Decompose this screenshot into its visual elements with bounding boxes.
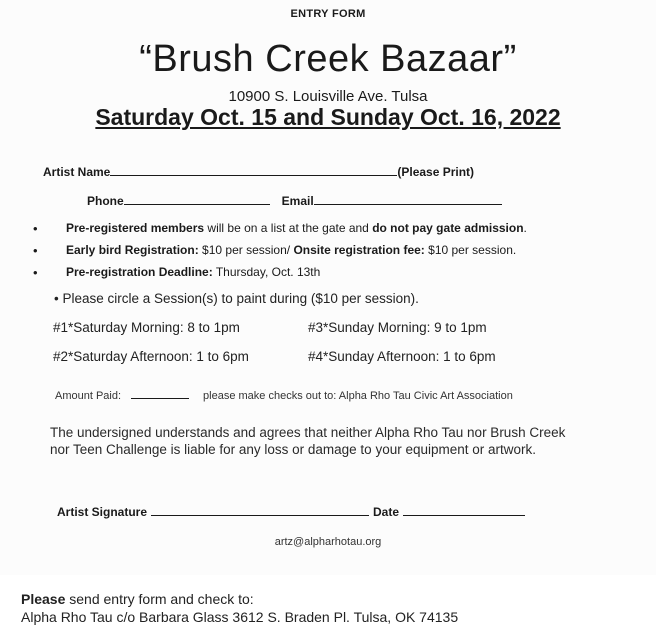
session-2[interactable]: #2*Saturday Afternoon: 1 to 6pm (53, 349, 249, 364)
onsite-text: $10 per session. (424, 243, 517, 257)
footer-instruction: send entry form and check to: (65, 591, 254, 607)
waiver-paragraph: The undersigned understands and agrees that neither Alpha Rho Tau nor Brush Creek nor Teen Challenge is liable for any loss or damage to your equipment or artwork. (50, 425, 566, 457)
deadline-bold-text: Pre-registration Deadline: (66, 265, 213, 279)
list-item (66, 221, 527, 235)
member-period: . (523, 221, 527, 235)
form-heading: ENTRY FORM (290, 8, 366, 20)
member-bold-text: Pre-registered members (66, 221, 205, 235)
event-address: 10900 S. Louisville Ave. Tulsa (228, 88, 428, 105)
checks-note: please make checks out to: Alpha Rho Tau Civic Art Association (203, 390, 513, 402)
early-bird-text: $10 per session/ (198, 243, 294, 257)
phone-email-row (87, 192, 502, 210)
signature-label: Artist Signature (57, 505, 148, 519)
admission-bold-text: do not pay gate admission (372, 221, 524, 235)
artist-name-row (43, 163, 474, 181)
list-item (66, 243, 516, 257)
early-bird-bold-text: Early bird Registration: (66, 243, 199, 257)
signature-field[interactable] (151, 504, 369, 516)
signature-row (57, 503, 525, 521)
event-dates: Saturday Oct. 15 and Sunday Oct. 16, 2022 (95, 104, 561, 130)
member-text: will be on a list at the gate and (204, 221, 373, 235)
phone-label: Phone (87, 194, 124, 208)
bullet-dot: • (33, 243, 38, 258)
deadline-text: Thursday, Oct. 13th (212, 265, 321, 279)
footer-line-1 (21, 591, 254, 607)
session-1[interactable]: #1*Saturday Morning: 8 to 1pm (53, 320, 240, 335)
amount-paid-label: Amount Paid: (55, 390, 122, 402)
contact-email: artz@alpharhotau.org (274, 536, 382, 548)
footer-mailing-address: Alpha Rho Tau c/o Barbara Glass 3612 S. Braden Pl. Tulsa, OK 74135 (21, 609, 459, 625)
phone-field[interactable] (124, 193, 270, 205)
email-field[interactable] (314, 193, 502, 205)
session-4[interactable]: #4*Sunday Afternoon: 1 to 6pm (308, 349, 496, 364)
list-item (66, 265, 320, 279)
session-3[interactable]: #3*Sunday Morning: 9 to 1pm (308, 320, 487, 335)
date-label: Date (373, 505, 400, 519)
session-instruction: • Please circle a Session(s) to paint during ($10 per session). (54, 291, 419, 306)
amount-paid-field[interactable] (131, 387, 189, 399)
bullet-dot: • (33, 221, 38, 236)
email-label: Email (281, 194, 314, 208)
onsite-bold-text: Onsite registration fee: (293, 243, 425, 257)
artist-name-label: Artist Name (43, 165, 111, 179)
bullet-dot: • (33, 265, 38, 280)
date-field[interactable] (403, 504, 525, 516)
artist-name-field[interactable] (110, 164, 397, 176)
event-title: “Brush Creek Bazaar” (139, 38, 517, 80)
print-note: (Please Print) (397, 165, 475, 179)
amount-paid-row (55, 387, 513, 402)
footer-please: Please (21, 591, 66, 607)
